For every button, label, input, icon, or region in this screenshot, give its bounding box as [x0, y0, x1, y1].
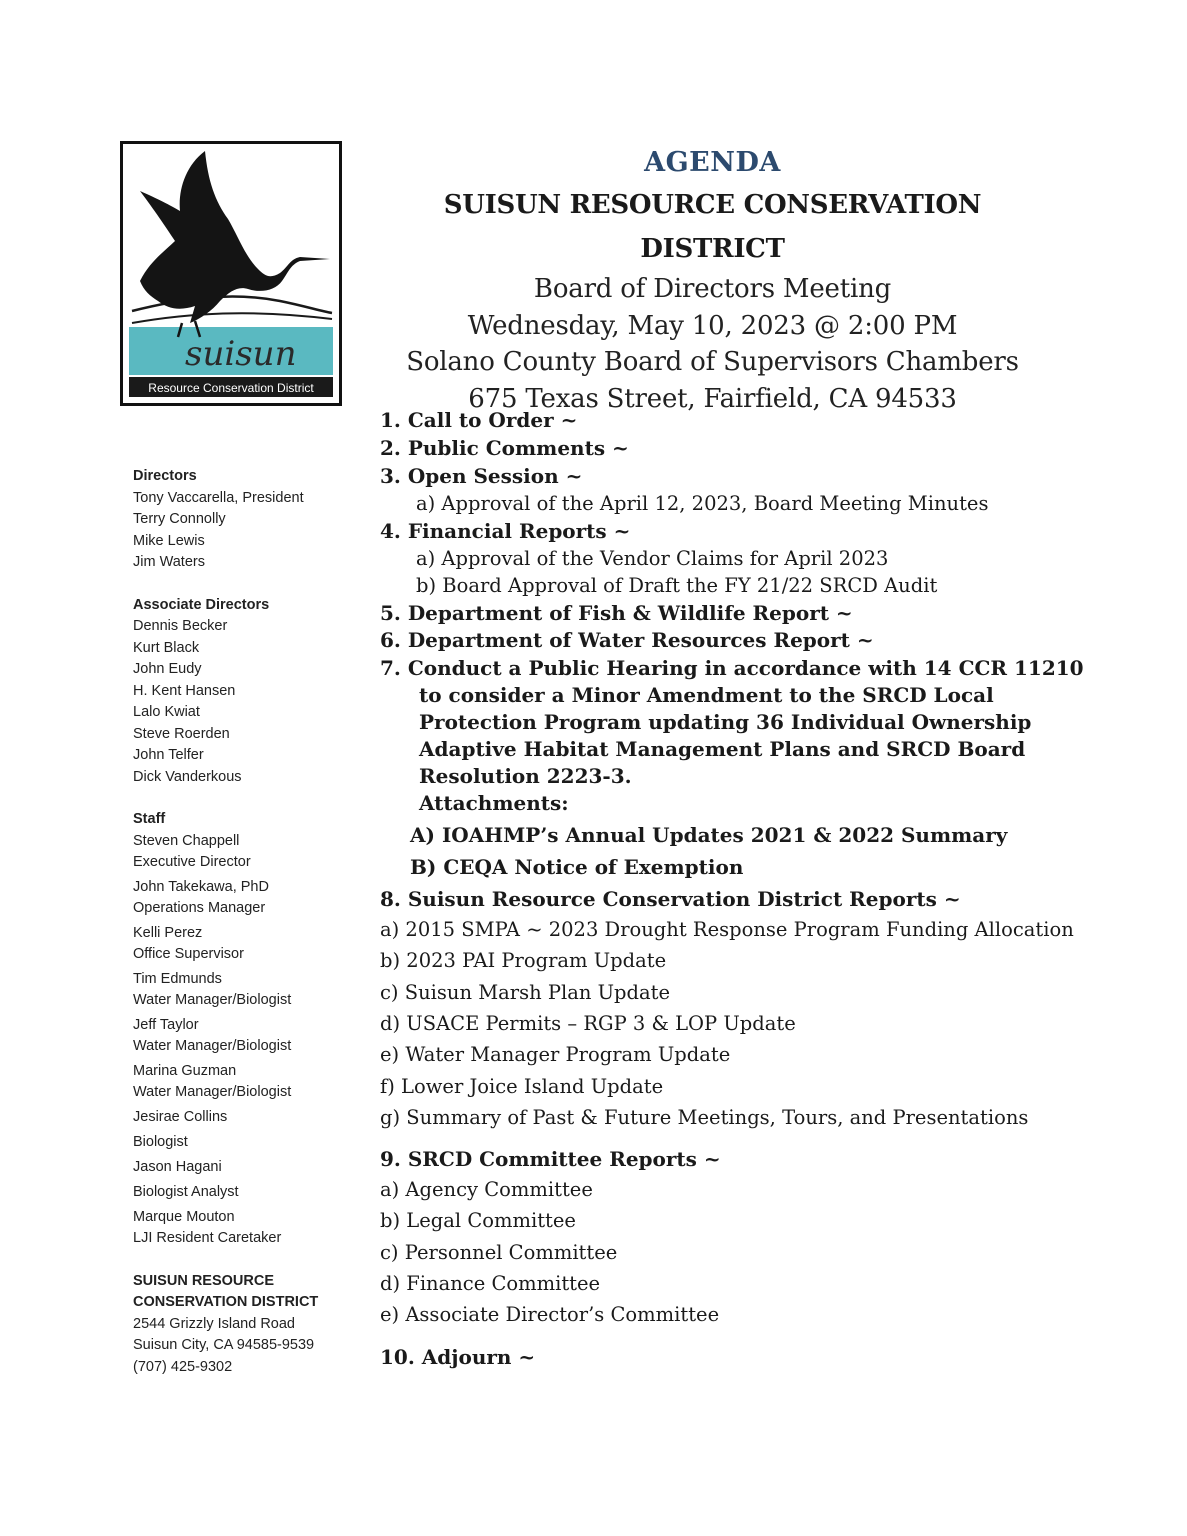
associate-directors-heading: Associate Directors — [133, 596, 270, 613]
logo-wordmark: suisun — [185, 334, 297, 374]
agenda-item: 7. Conduct a Public Hearing in accordance with 14 CCR 11210 — [380, 656, 1084, 680]
agenda-subitem: c) Suisun Marsh Plan Update — [380, 981, 671, 1004]
agenda-item-continued: Resolution 2223-3. — [419, 764, 632, 788]
staff-name: Kelli Perez — [133, 924, 203, 941]
agenda-item: 9. SRCD Committee Reports ~ — [380, 1147, 721, 1171]
agenda-item: 4. Financial Reports ~ — [380, 519, 631, 543]
staff-member — [133, 1207, 348, 1250]
agenda-subitem: b) 2023 PAI Program Update — [380, 949, 667, 972]
associate-name: Dennis Becker — [133, 618, 228, 634]
agenda-item: 2. Public Comments ~ — [380, 436, 629, 460]
agenda-subitem: f) Lower Joice Island Update — [380, 1075, 664, 1098]
staff-list — [133, 809, 348, 1250]
agenda-subitem: e) Water Manager Program Update — [380, 1043, 731, 1066]
staff-member — [133, 877, 348, 920]
associate-name: Lalo Kwiat — [133, 704, 200, 720]
heron-logo-icon — [120, 141, 342, 406]
staff-role: Biologist — [133, 1133, 188, 1150]
staff-role: Water Manager/Biologist — [133, 1038, 292, 1054]
agenda-subitem: a) Agency Committee — [380, 1178, 593, 1201]
staff-name: Tim Edmunds — [133, 970, 222, 987]
district-contact — [133, 1271, 348, 1379]
agenda-item: 3. Open Session ~ — [380, 464, 583, 488]
staff-name: Marque Mouton — [133, 1208, 235, 1225]
agenda-subitem: a) Approval of the Vendor Claims for April 2023 — [416, 547, 889, 570]
attachment-item: A) IOAHMP’s Annual Updates 2021 & 2022 Summary — [410, 823, 1008, 847]
staff-role: Office Supervisor — [133, 946, 244, 962]
associate-name: H. Kent Hansen — [133, 682, 236, 699]
staff-name: Jason Hagani — [133, 1158, 222, 1175]
meeting-date: Wednesday, May 10, 2023 @ 2:00 PM — [467, 310, 958, 341]
district-name: SUISUN RESOURCE CONSERVATION DISTRICT — [443, 190, 982, 264]
page-header — [380, 143, 1045, 417]
staff-role: Water Manager/Biologist — [133, 992, 292, 1008]
staff-name: Jeff Taylor — [133, 1016, 199, 1033]
agenda-item-continued: Protection Program updating 36 Individual Ownership — [419, 710, 1032, 734]
district-logo — [120, 141, 342, 406]
attachments-label: Attachments: — [419, 791, 569, 815]
org-name: SUISUN RESOURCE — [133, 1272, 274, 1289]
staff-member — [133, 831, 348, 874]
sidebar — [133, 466, 348, 1399]
staff-role: Operations Manager — [133, 900, 266, 916]
agenda-subitem: c) Personnel Committee — [380, 1241, 618, 1264]
directors-heading: Directors — [133, 468, 197, 484]
staff-role: Biologist Analyst — [133, 1183, 239, 1200]
staff-name: Steven Chappell — [133, 832, 240, 849]
staff-role: Water Manager/Biologist — [133, 1084, 292, 1100]
agenda-subitem: b) Board Approval of Draft the FY 21/22 SRCD Audit — [416, 574, 938, 597]
associate-name: John Eudy — [133, 661, 202, 677]
staff-member — [133, 923, 348, 966]
agenda-item: 6. Department of Water Resources Report ~ — [380, 628, 874, 652]
director-name: Mike Lewis — [133, 532, 205, 549]
meeting-location: Solano County Board of Supervisors Chambers — [406, 347, 1019, 377]
agenda-title: AGENDA — [644, 147, 781, 178]
staff-name: John Takekawa, PhD — [133, 878, 269, 895]
agenda-item: 1. Call to Order ~ — [380, 408, 578, 432]
staff-name: Jesirae Collins — [133, 1108, 228, 1125]
staff-heading: Staff — [133, 811, 166, 827]
associate-name: Dick Vanderkous — [133, 768, 242, 785]
director-name: Terry Connolly — [133, 511, 226, 527]
agenda-item: 5. Department of Fish & Wildlife Report ~ — [380, 601, 853, 625]
director-name: Tony Vaccarella, President — [133, 489, 304, 506]
agenda-item: 8. Suisun Resource Conservation District Reports ~ — [380, 887, 961, 911]
staff-name: Marina Guzman — [133, 1062, 237, 1079]
agenda-subitem: d) Finance Committee — [380, 1272, 601, 1295]
org-name: CONSERVATION DISTRICT — [133, 1294, 319, 1310]
agenda-item-continued: Adaptive Habitat Management Plans and SRCD Board — [419, 737, 1026, 761]
agenda-subitem: a) 2015 SMPA ~ 2023 Drought Response Program Funding Allocation — [380, 918, 1074, 941]
org-phone: (707) 425-9302 — [133, 1358, 233, 1375]
directors-list — [133, 466, 348, 574]
agenda-subitem: d) USACE Permits – RGP 3 & LOP Update — [380, 1012, 796, 1035]
agenda-item: 10. Adjourn ~ — [380, 1345, 536, 1369]
agenda-item-continued: to consider a Minor Amendment to the SRCD Local — [419, 683, 994, 707]
staff-role: LJI Resident Caretaker — [133, 1230, 282, 1246]
staff-member — [133, 1061, 348, 1104]
org-street: 2544 Grizzly Island Road — [133, 1315, 295, 1332]
associate-directors-list — [133, 595, 348, 789]
agenda-subitem: g) Summary of Past & Future Meetings, Tours, and Presentations — [380, 1106, 1029, 1129]
meeting-name: Board of Directors Meeting — [533, 274, 892, 304]
staff-member — [133, 969, 348, 1012]
agenda-subitem: b) Legal Committee — [380, 1209, 576, 1232]
meeting-address: 675 Texas Street, Fairfield, CA 94533 — [468, 383, 957, 414]
org-city: Suisun City, CA 94585-9539 — [133, 1337, 315, 1353]
agenda-subitem: e) Associate Director’s Committee — [380, 1303, 720, 1326]
associate-name: John Telfer — [133, 747, 204, 763]
associate-name: Kurt Black — [133, 639, 200, 656]
staff-role: Executive Director — [133, 854, 251, 870]
associate-name: Steve Roerden — [133, 725, 230, 742]
attachment-item: B) CEQA Notice of Exemption — [410, 855, 744, 879]
logo-caption: Resource Conservation District — [148, 381, 314, 395]
staff-member — [133, 1015, 348, 1058]
director-name: Jim Waters — [133, 554, 205, 570]
agenda-subitem: a) Approval of the April 12, 2023, Board Meeting Minutes — [416, 492, 989, 515]
